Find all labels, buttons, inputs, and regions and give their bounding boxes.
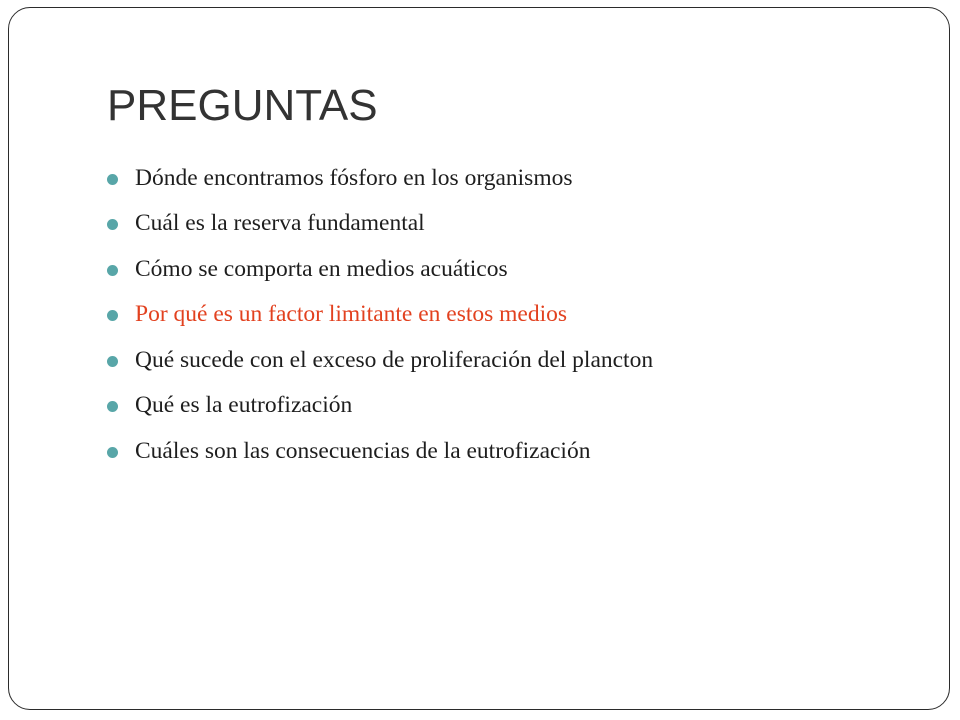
bullet-item <box>107 338 927 384</box>
bullet-dot-icon <box>107 174 118 185</box>
slide-title: PREGUNTAS <box>107 81 378 130</box>
bullet-text: Dónde encontramos fósforo en los organismos <box>135 164 573 191</box>
bullet-text: Qué es la eutrofización <box>135 392 353 419</box>
bullet-text: Qué sucede con el exceso de proliferación del plancton <box>135 346 654 373</box>
bullet-text: Cómo se comporta en medios acuáticos <box>135 255 508 282</box>
bullet-dot-icon <box>107 310 118 321</box>
bullet-dot-icon <box>107 356 118 367</box>
bullet-text: Por qué es un factor limitante en estos medios <box>135 301 568 328</box>
bullet-dot-icon <box>107 265 118 276</box>
bullet-text: Cuáles son las consecuencias de la eutrofización <box>135 437 591 464</box>
bullet-dot-icon <box>107 447 118 458</box>
bullet-dot-icon <box>107 219 118 230</box>
bullet-item <box>107 293 927 339</box>
bullet-dot-icon <box>107 401 118 412</box>
bullet-item <box>107 156 927 202</box>
bullet-list <box>107 156 927 475</box>
bullet-item <box>107 429 927 475</box>
bullet-item <box>107 247 927 293</box>
bullet-item <box>107 202 927 248</box>
bullet-item <box>107 384 927 430</box>
bullet-text: Cuál es la reserva fundamental <box>135 210 425 237</box>
